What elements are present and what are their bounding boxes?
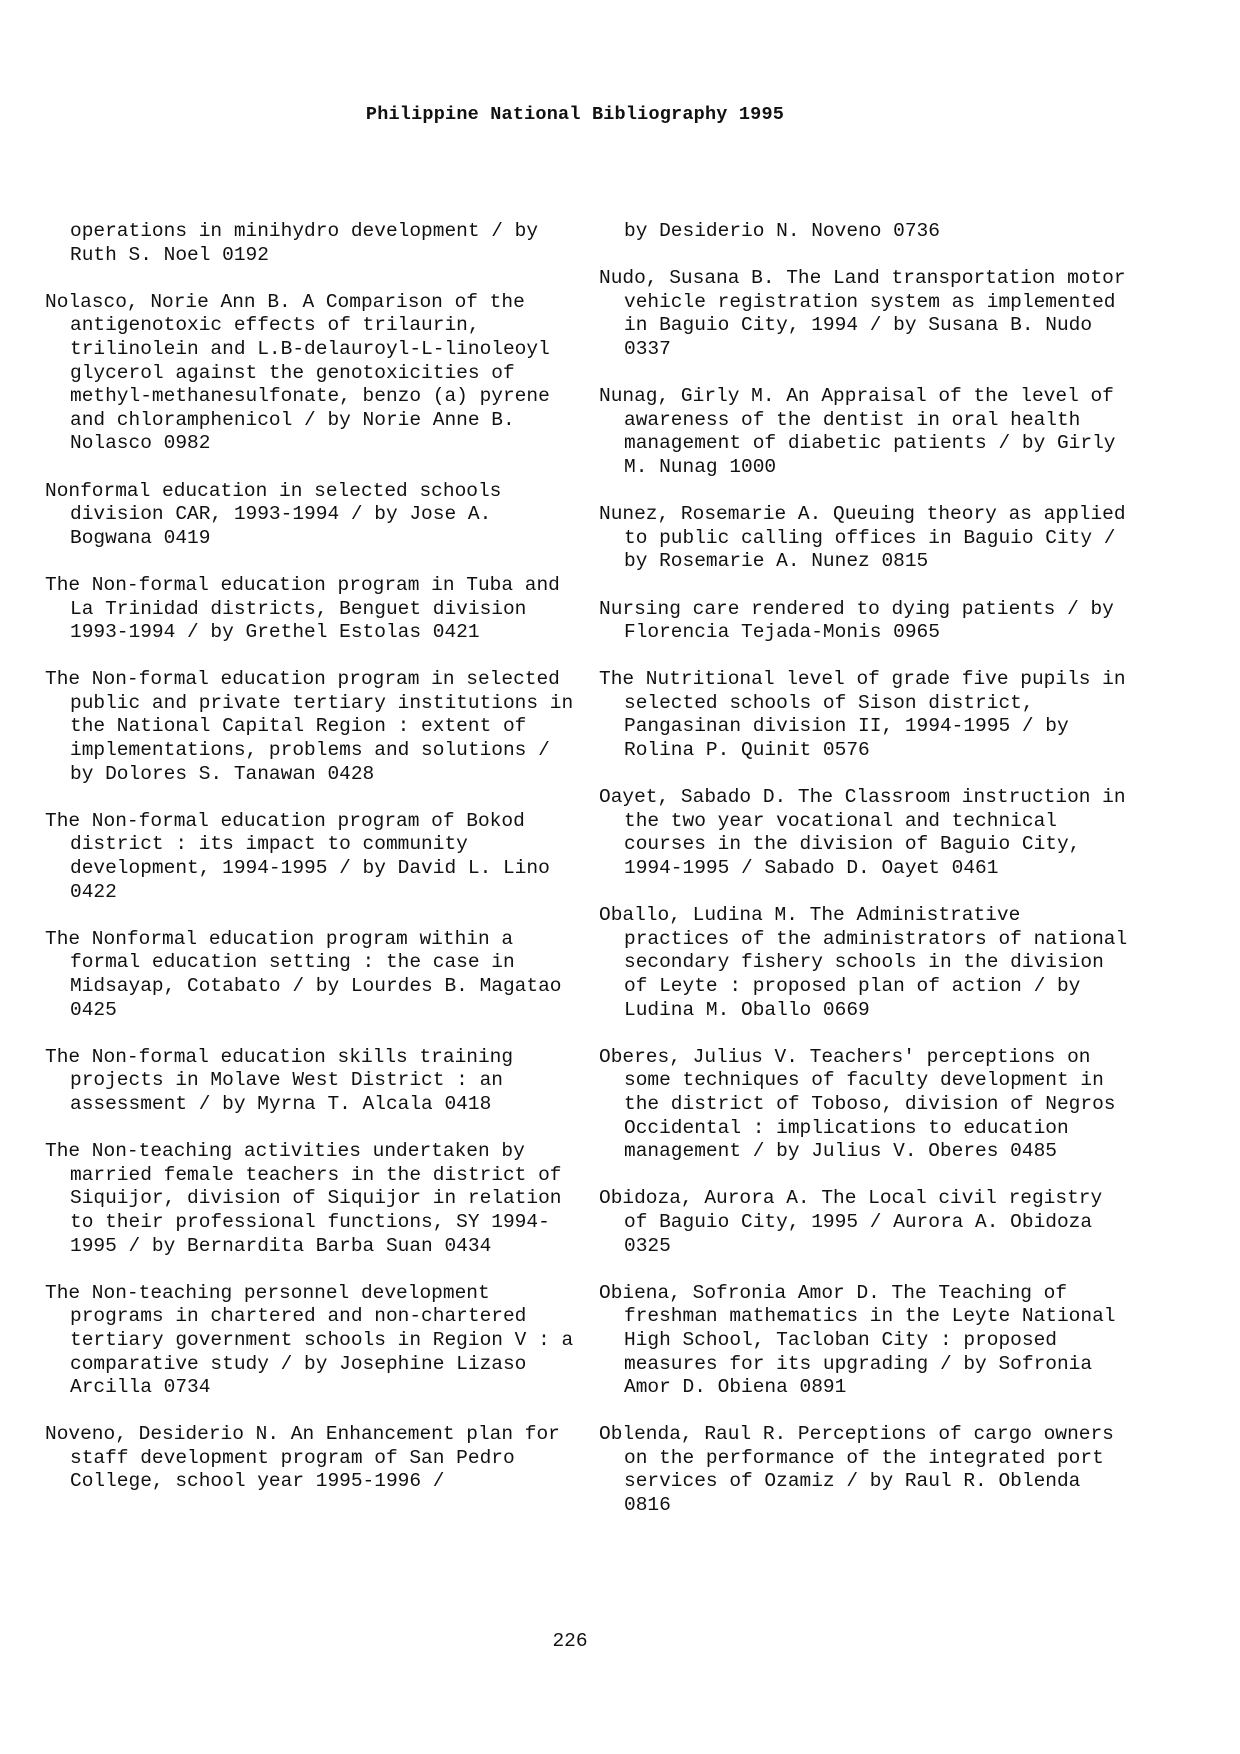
bibliography-entry: The Nutritional level of grade five pupils in selected schools of Sison district, Pangasinan division II, 1994-1995 / by Rolina P. Quinit 0576 (599, 668, 1126, 762)
bibliography-entry: The Nonformal education program within a formal education setting : the case in Midsayap, Cotabato / by Lourdes B. Magatao 0425 (45, 927, 562, 1021)
bibliography-entry: The Non-teaching personnel development programs in chartered and non-chartered tertiary government schools in Region V : a comparative study / by Josephine Lizaso Arcilla 0734 (45, 1281, 574, 1399)
bibliography-entry: The Non-formal education program in Tuba and La Trinidad districts, Benguet division 1993-1994 / by Grethel Estolas 0421 (45, 573, 560, 644)
bibliography-entry: Oballo, Ludina M. The Administrative practices of the administrators of national secondary fishery schools in the division of Leyte : proposed plan of action / by Ludina M. Oballo 0669 (599, 904, 1128, 1021)
bibliography-entry: Nolasco, Norie Ann B. A Comparison of the antigenotoxic effects of trilaurin, trilinolein and L.B-delauroyl-L-linoleoyl glycerol against the genotoxicities of methyl-methanesulfonate, benzo (a) pyrene and chloramphenicol / by Norie Anne B. Nolasco 0982 (45, 290, 550, 455)
page-number: 226 (552, 1630, 588, 1652)
bibliography-entry: Nonformal education in selected schools division CAR, 1993-1994 / by Jose A. Bogwana 0419 (45, 479, 502, 549)
right-column (599, 220, 1129, 1541)
bibliography-entry: The Non-formal education program of Bokod district : its impact to community development, 1994-1995 / by David L. Lino 0422 (45, 809, 550, 903)
bibliography-entry: Nudo, Susana B. The Land transportation motor vehicle registration system as implemented in Baguio City, 1994 / by Susana B. Nudo 0337 (599, 267, 1126, 360)
bibliography-entry: The Non-formal education skills training projects in Molave West District : an assessment / by Myrna T. Alcala 0418 (45, 1045, 514, 1115)
bibliography-entry: Nunag, Girly M. An Appraisal of the level of awareness of the dentist in oral health management of diabetic patients / by Girly M. Nunag 1000 (599, 385, 1116, 478)
bibliography-entry: Nursing care rendered to dying patients / by Florencia Tejada-Monis 0965 (599, 597, 1114, 644)
bibliography-entry: by Desiderio N. Noveno 0736 (624, 220, 940, 242)
bibliography-entry: Obidoza, Aurora A. The Local civil registry of Baguio City, 1995 / Aurora A. Obidoza 0325 (599, 1187, 1103, 1257)
bibliography-entry: The Non-formal education program in selected public and private tertiary institutions in the National Capital Region : extent of implementations, problems and solutions / by Dolores S. Tanawan 0428 (45, 668, 574, 785)
bibliography-entry: The Non-teaching activities undertaken by married female teachers in the district of Siquijor, division of Siquijor in relation to their professional functions, SY 1994-1995 / by Bernardita Barba Suan 0434 (45, 1140, 562, 1257)
bibliography-entry: Obiena, Sofronia Amor D. The Teaching of freshman mathematics in the Leyte National High School, Tacloban City : proposed measures for its upgrading / by Sofronia Amor D. Obiena 0891 (599, 1281, 1116, 1399)
left-column (45, 220, 575, 1518)
bibliography-entry: operations in minihydro development / by Ruth S. Noel 0192 (70, 220, 539, 266)
bibliography-entry: Oblenda, Raul R. Perceptions of cargo owners on the performance of the integrated port services of Ozamiz / by Raul R. Oblenda 0816 (599, 1423, 1114, 1517)
bibliography-entry: Noveno, Desiderio N. An Enhancement plan for staff development program of San Pedro College, school year 1995-1996 / (45, 1423, 560, 1493)
bibliography-entry: Nunez, Rosemarie A. Queuing theory as applied to public calling offices in Baguio City / by Rosemarie A. Nunez 0815 (599, 503, 1126, 573)
bibliography-entry: Oberes, Julius V. Teachers' perceptions on some techniques of faculty development in the district of Toboso, division of Negros Occidental : implications to education management / by Julius V. Oberes 0485 (599, 1045, 1116, 1163)
page-title: Philippine National Bibliography 1995 (365, 104, 785, 125)
bibliography-entry: Oayet, Sabado D. The Classroom instruction in the two year vocational and technical courses in the division of Baguio City, 1994-1995 / Sabado D. Oayet 0461 (599, 786, 1126, 880)
